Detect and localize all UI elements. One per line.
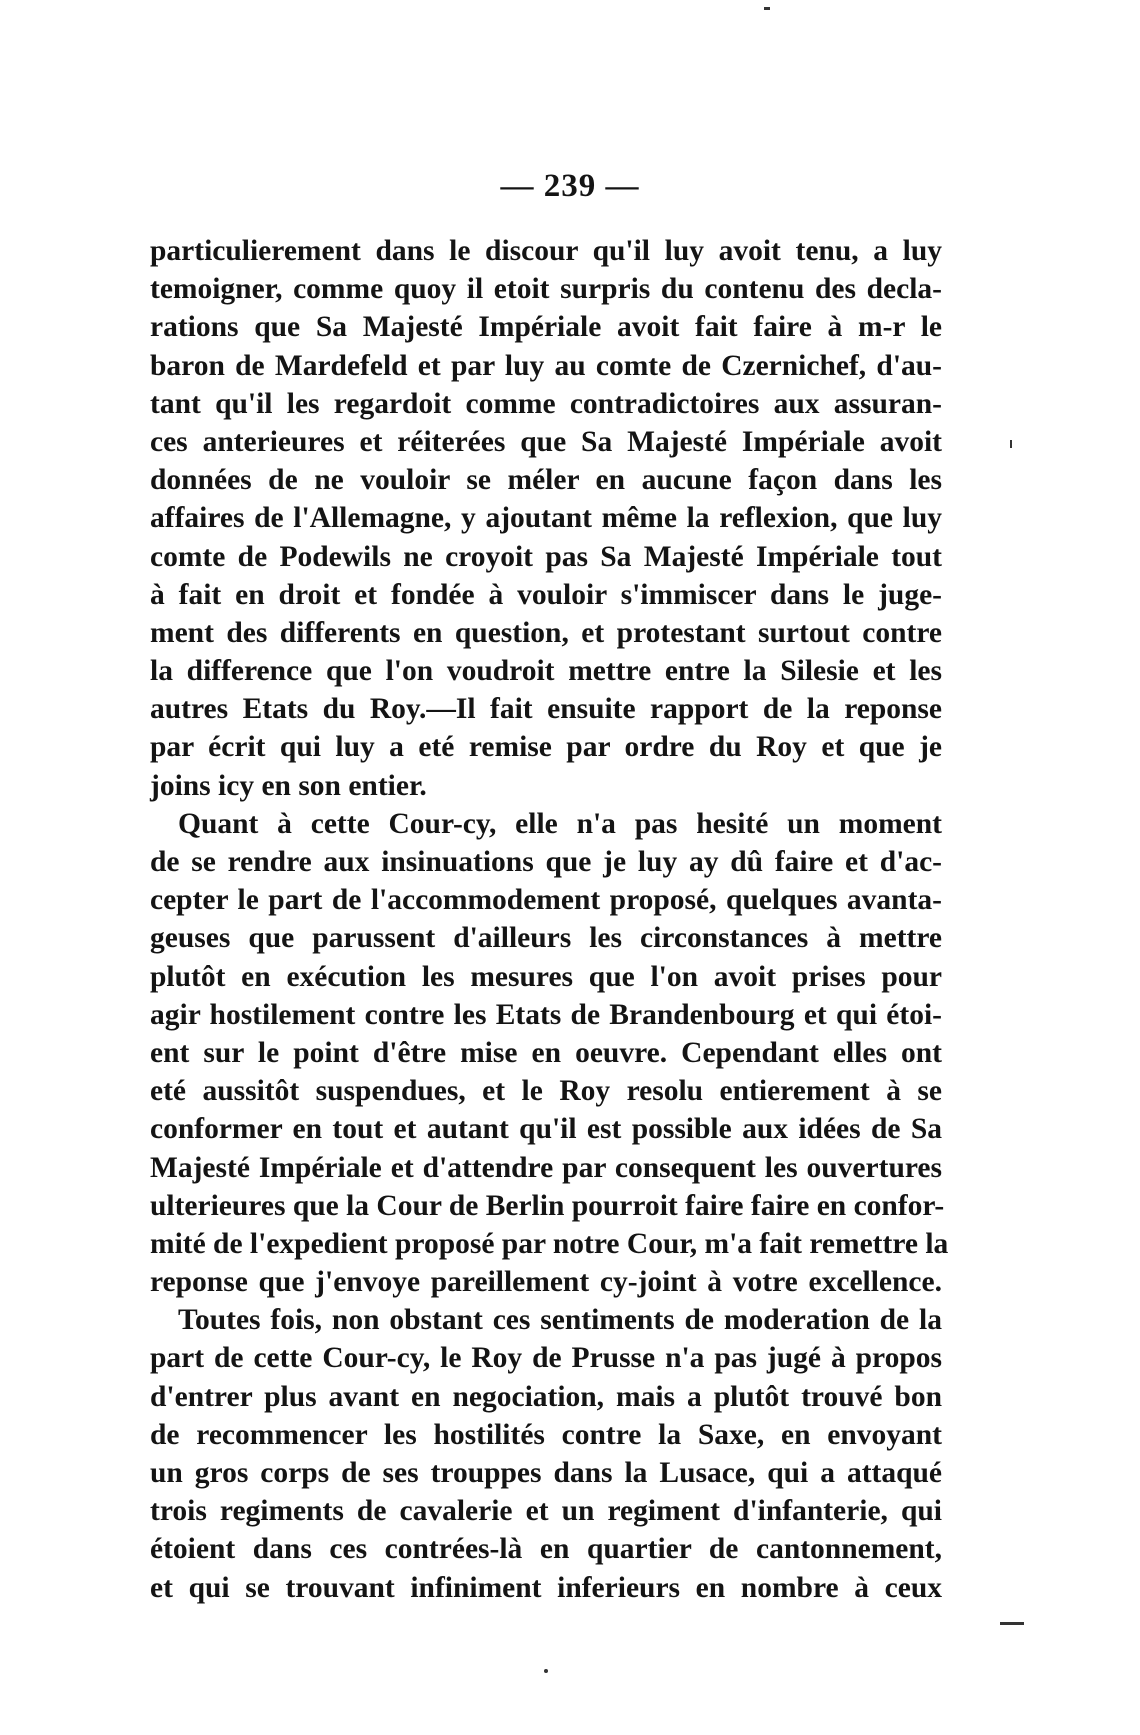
scan-artifact <box>1000 1622 1024 1625</box>
text-line: et qui se trouvant infiniment inferieurs en nombre à ceux <box>150 1571 942 1604</box>
text-line: Quant à cette Cour-cy, elle n'a pas hesité un moment <box>178 807 942 840</box>
text-line: d'entrer plus avant en negociation, mais a plutôt trouvé bon <box>150 1380 942 1413</box>
body-text <box>150 232 949 1607</box>
text-line: plutôt en exécution les mesures que l'on avoit prises pour <box>150 960 942 993</box>
text-line: de se rendre aux insinuations que je luy ay dû faire et d'ac- <box>150 846 942 878</box>
text-line: de recommencer les hostilités contre la Saxe, en envoyant <box>150 1418 942 1451</box>
text-line: particulierement dans le discour qu'il luy avoit tenu, a luy <box>150 235 942 267</box>
text-line: par écrit qui luy a eté remise par ordre du Roy et que je <box>150 731 942 764</box>
text-line: comte de Podewils ne croyoit pas Sa Majesté Impériale tout <box>150 540 942 573</box>
text-line: agir hostilement contre les Etats de Brandenbourg et qui étoi- <box>150 998 942 1031</box>
text-line: eté aussitôt suspendues, et le Roy resolu entierement à se <box>150 1075 942 1108</box>
text-line: Majesté Impériale et d'attendre par consequent les ouvertures <box>150 1151 942 1184</box>
scan-artifact <box>544 1669 548 1673</box>
text-line: reponse que j'envoye pareillement cy-joint à votre excellence. <box>150 1266 942 1299</box>
text-line: temoigner, comme quoy il etoit surpris du contenu des decla- <box>150 273 942 306</box>
scan-artifact <box>1010 440 1012 448</box>
text-line: ulterieures que la Cour de Berlin pourroit faire faire en confor- <box>150 1189 945 1222</box>
text-line: Toutes fois, non obstant ces sentiments de moderation de la <box>178 1304 942 1337</box>
text-line: cepter le part de l'accommodement proposé, quelques avanta- <box>150 884 942 917</box>
text-line: ment des differents en question, et protestant surtout contre <box>150 616 942 649</box>
text-line: étoient dans ces contrées-là en quartier de cantonnement, <box>150 1533 942 1566</box>
text-line: la difference que l'on voudroit mettre entre la Silesie et les <box>150 655 942 688</box>
text-line: baron de Mardefeld et par luy au comte de Czernichef, d'au- <box>150 349 942 382</box>
text-line: mité de l'expedient proposé par notre Cour, m'a fait remettre la <box>150 1227 949 1260</box>
text-line: part de cette Cour-cy, le Roy de Prusse n'a pas jugé à propos <box>150 1342 942 1375</box>
text-line: à fait en droit et fondée à vouloir s'immiscer dans le juge- <box>150 578 942 611</box>
text-line: rations que Sa Majesté Impériale avoit fait faire à m-r le <box>150 311 942 344</box>
page-number: — 239 — <box>500 168 640 204</box>
text-line: ces anterieures et réiterées que Sa Majesté Impériale avoit <box>150 425 942 458</box>
text-line: trois regiments de cavalerie et un regiment d'infanterie, qui <box>150 1495 942 1528</box>
text-line: données de ne vouloir se méler en aucune façon dans les <box>150 464 942 497</box>
text-line: affaires de l'Allemagne, y ajoutant même la reflexion, que luy <box>150 502 942 535</box>
scan-artifact <box>764 7 770 10</box>
text-line: tant qu'il les regardoit comme contradictoires aux assuran- <box>150 387 942 420</box>
text-line: ent sur le point d'être mise en oeuvre. Cependant elles ont <box>150 1036 942 1069</box>
text-line: geuses que parussent d'ailleurs les circonstances à mettre <box>150 922 942 955</box>
text-line: un gros corps de ses trouppes dans la Lusace, qui a attaqué <box>150 1457 942 1489</box>
text-line: autres Etats du Roy.—Il fait ensuite rapport de la reponse <box>150 693 942 726</box>
text-line: joins icy en son entier. <box>150 769 427 802</box>
text-line: conformer en tout et autant qu'il est possible aux idées de Sa <box>150 1113 942 1146</box>
